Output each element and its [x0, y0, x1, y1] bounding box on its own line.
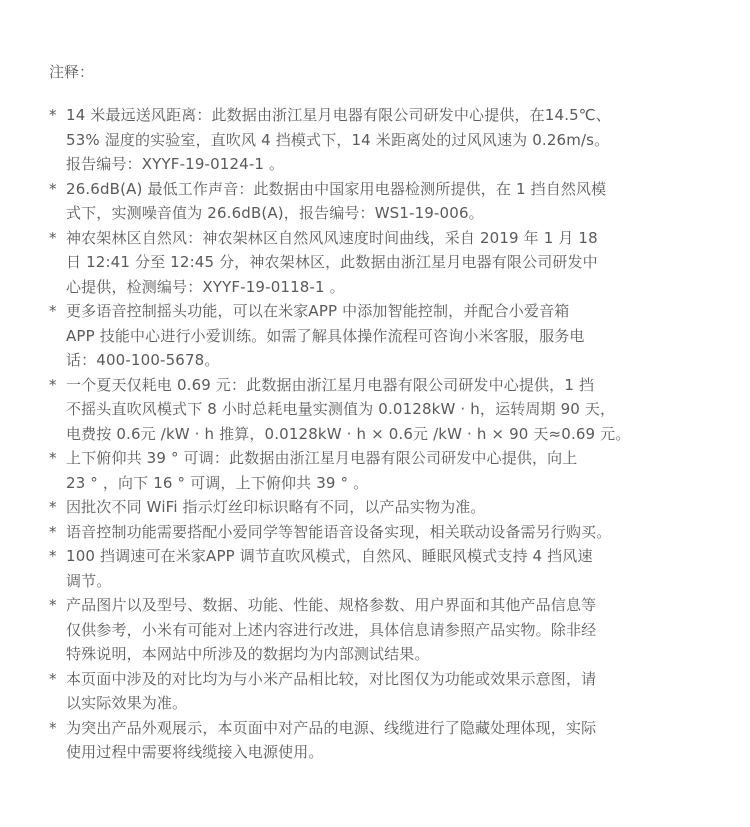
note-marker: * — [49, 449, 57, 467]
note-text-line: 心提供，检测编号：XYYF-19-0118-1 。 — [66, 277, 345, 296]
note-text-line: 话：400-100-5678。 — [66, 351, 220, 369]
note-item — [49, 716, 730, 765]
note-item — [49, 520, 730, 545]
note-text-line: 电费按 0.6元 /kW · h 推算，0.0128kW · h × 0.6元 /kW · h × 90 天≈0.69 元。 — [66, 424, 631, 443]
note-text-line: 本页面中涉及的对比均为与小米产品相比较，对比图仅为功能或效果示意图，请 — [66, 669, 597, 688]
note-item — [49, 593, 730, 667]
note-text-line: 一个夏天仅耗电 0.69 元：此数据由浙江星月电器有限公司研发中心提供，1 挡 — [66, 375, 595, 394]
note-text-line: 100 挡调速可在米家APP 调节直吹风模式，自然风、睡眠风模式支持 4 挡风速 — [66, 547, 593, 565]
note-item — [49, 495, 730, 520]
note-text-line: 14 米最远送风距离：此数据由浙江星月电器有限公司研发中心提供，在14.5℃、 — [66, 106, 611, 124]
note-marker: * — [49, 522, 57, 541]
note-text-line: 不摇头直吹风模式下 8 小时总耗电量实测值为 0.0128kW · h，运转周期 90 天， — [66, 400, 616, 418]
note-text-line: 因批次不同 WiFi 指示灯丝印标识略有不同，以产品实物为准。 — [66, 498, 486, 516]
note-text-line: 报告编号：XYYF-19-0124-1 。 — [66, 155, 285, 173]
note-text-line: 仅供参考，小米有可能对上述内容进行改进，具体信息请参照产品实物。除非经 — [66, 620, 597, 639]
note-text-line: 上下俯仰共 39 ° 可调：此数据由浙江星月电器有限公司研发中心提供，向上 — [66, 449, 578, 467]
note-item — [49, 667, 730, 716]
note-text-line: 53% 湿度的实验室，直吹风 4 挡模式下，14 米距离处的过风风速为 0.26m/s。 — [66, 130, 610, 149]
note-marker: * — [49, 106, 57, 124]
note-text-line: 为突出产品外观展示，本页面中对产品的电源、线缆进行了隐藏处理体现，实际 — [66, 718, 597, 737]
note-marker: * — [49, 669, 57, 688]
note-item — [49, 177, 730, 226]
note-text-line: 调节。 — [66, 571, 112, 590]
note-marker: * — [49, 547, 57, 565]
note-item — [49, 446, 730, 495]
note-marker: * — [49, 302, 57, 320]
note-text-line: APP 技能中心进行小爱训练。如需了解具体操作流程可咨询小米客服，服务电 — [66, 326, 585, 345]
note-marker: * — [49, 718, 57, 737]
note-text-line: 以实际效果为准。 — [66, 694, 188, 712]
note-text-line: 26.6dB(A) 最低工作声音：此数据由中国家用电器检测所提供，在 1 挡自然风模 — [66, 179, 607, 198]
note-text-line: 使用过程中需要将线缆接入电源使用。 — [66, 743, 324, 761]
note-text-line: 神农架林区自然风：神农架林区自然风风速度时间曲线，采自 2019 年 1 月 18 — [66, 228, 598, 247]
note-text-line: 产品图片以及型号、数据、功能、性能、规格参数、用户界面和其他产品信息等 — [66, 596, 597, 614]
note-item — [49, 226, 730, 300]
note-item — [49, 299, 730, 373]
note-text-line: 更多语音控制摇头功能，可以在米家APP 中添加智能控制，并配合小爱音箱 — [66, 302, 570, 320]
note-item — [49, 544, 730, 593]
note-marker: * — [49, 375, 57, 394]
notes-title: 注释： — [49, 63, 95, 81]
note-text-line: 语音控制功能需要搭配小爱同学等智能语音设备实现，相关联动设备需另行购买。 — [66, 522, 612, 541]
note-marker: * — [49, 596, 57, 614]
notes-list — [49, 103, 730, 765]
note-marker: * — [49, 179, 57, 198]
note-item — [49, 373, 730, 447]
note-text-line: 23 ° ，向下 16 ° 可调，上下俯仰共 39 ° 。 — [66, 473, 369, 492]
note-text-line: 特殊说明，本网站中所涉及的数据均为内部测试结果。 — [66, 645, 430, 663]
note-marker: * — [49, 498, 57, 516]
note-marker: * — [49, 228, 57, 247]
note-item — [49, 103, 730, 177]
note-text-line: 日 12:41 分至 12:45 分，神农架林区，此数据由浙江星月电器有限公司研发中 — [66, 253, 598, 271]
note-text-line: 式下，实测噪音值为 26.6dB(A)，报告编号：WS1-19-006。 — [66, 204, 484, 222]
